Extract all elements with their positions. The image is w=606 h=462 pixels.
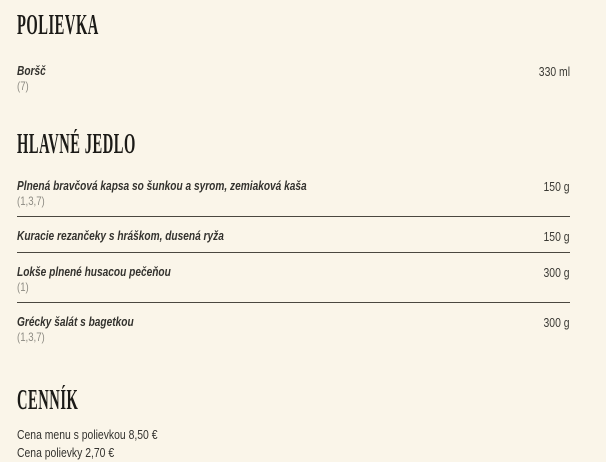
menu-item-row <box>17 302 570 352</box>
menu-item-row <box>17 252 570 302</box>
menu-item-info <box>17 63 531 93</box>
item-name: Kuracie rezančeky s hráškom, dusená ryža <box>17 228 224 243</box>
menu-item-row <box>17 63 570 93</box>
item-amount: 300 g <box>543 265 570 280</box>
item-allergens: (1,3,7) <box>17 194 45 208</box>
menu-item-info <box>17 178 537 208</box>
item-amount: 150 g <box>543 179 570 194</box>
price-line-menu-with-soup: Cena menu s polievkou 8,50 € <box>17 427 158 442</box>
item-amount: 300 g <box>543 315 570 330</box>
price-list <box>17 426 570 462</box>
item-amount: 330 ml <box>538 64 570 79</box>
menu-item-row <box>17 178 570 216</box>
menu-item-info <box>17 228 537 244</box>
item-allergens: (1,3,7) <box>17 330 45 344</box>
item-name: Plnená bravčová kapsa so šunkou a syrom, zemiaková kaša <box>17 178 307 193</box>
main-course-list <box>17 178 570 352</box>
section-heading-hlavne-jedlo: HLAVNÉ JEDLO <box>17 129 136 160</box>
menu-item-info <box>17 264 537 294</box>
menu-item-row <box>17 216 570 252</box>
menu-item-info <box>17 314 537 344</box>
item-allergens: (7) <box>17 79 29 93</box>
section-heading-polievka: POLIEVKA <box>17 10 99 41</box>
item-allergens: (1) <box>17 280 29 294</box>
item-name: Boršč <box>17 63 46 78</box>
item-name: Grécky šalát s bagetkou <box>17 314 134 329</box>
section-heading-cennik: CENNÍK <box>17 385 79 416</box>
item-amount: 150 g <box>543 229 570 244</box>
item-name: Lokše plnené husacou pečeňou <box>17 264 171 279</box>
price-line-soup: Cena polievky 2,70 € <box>17 445 115 460</box>
